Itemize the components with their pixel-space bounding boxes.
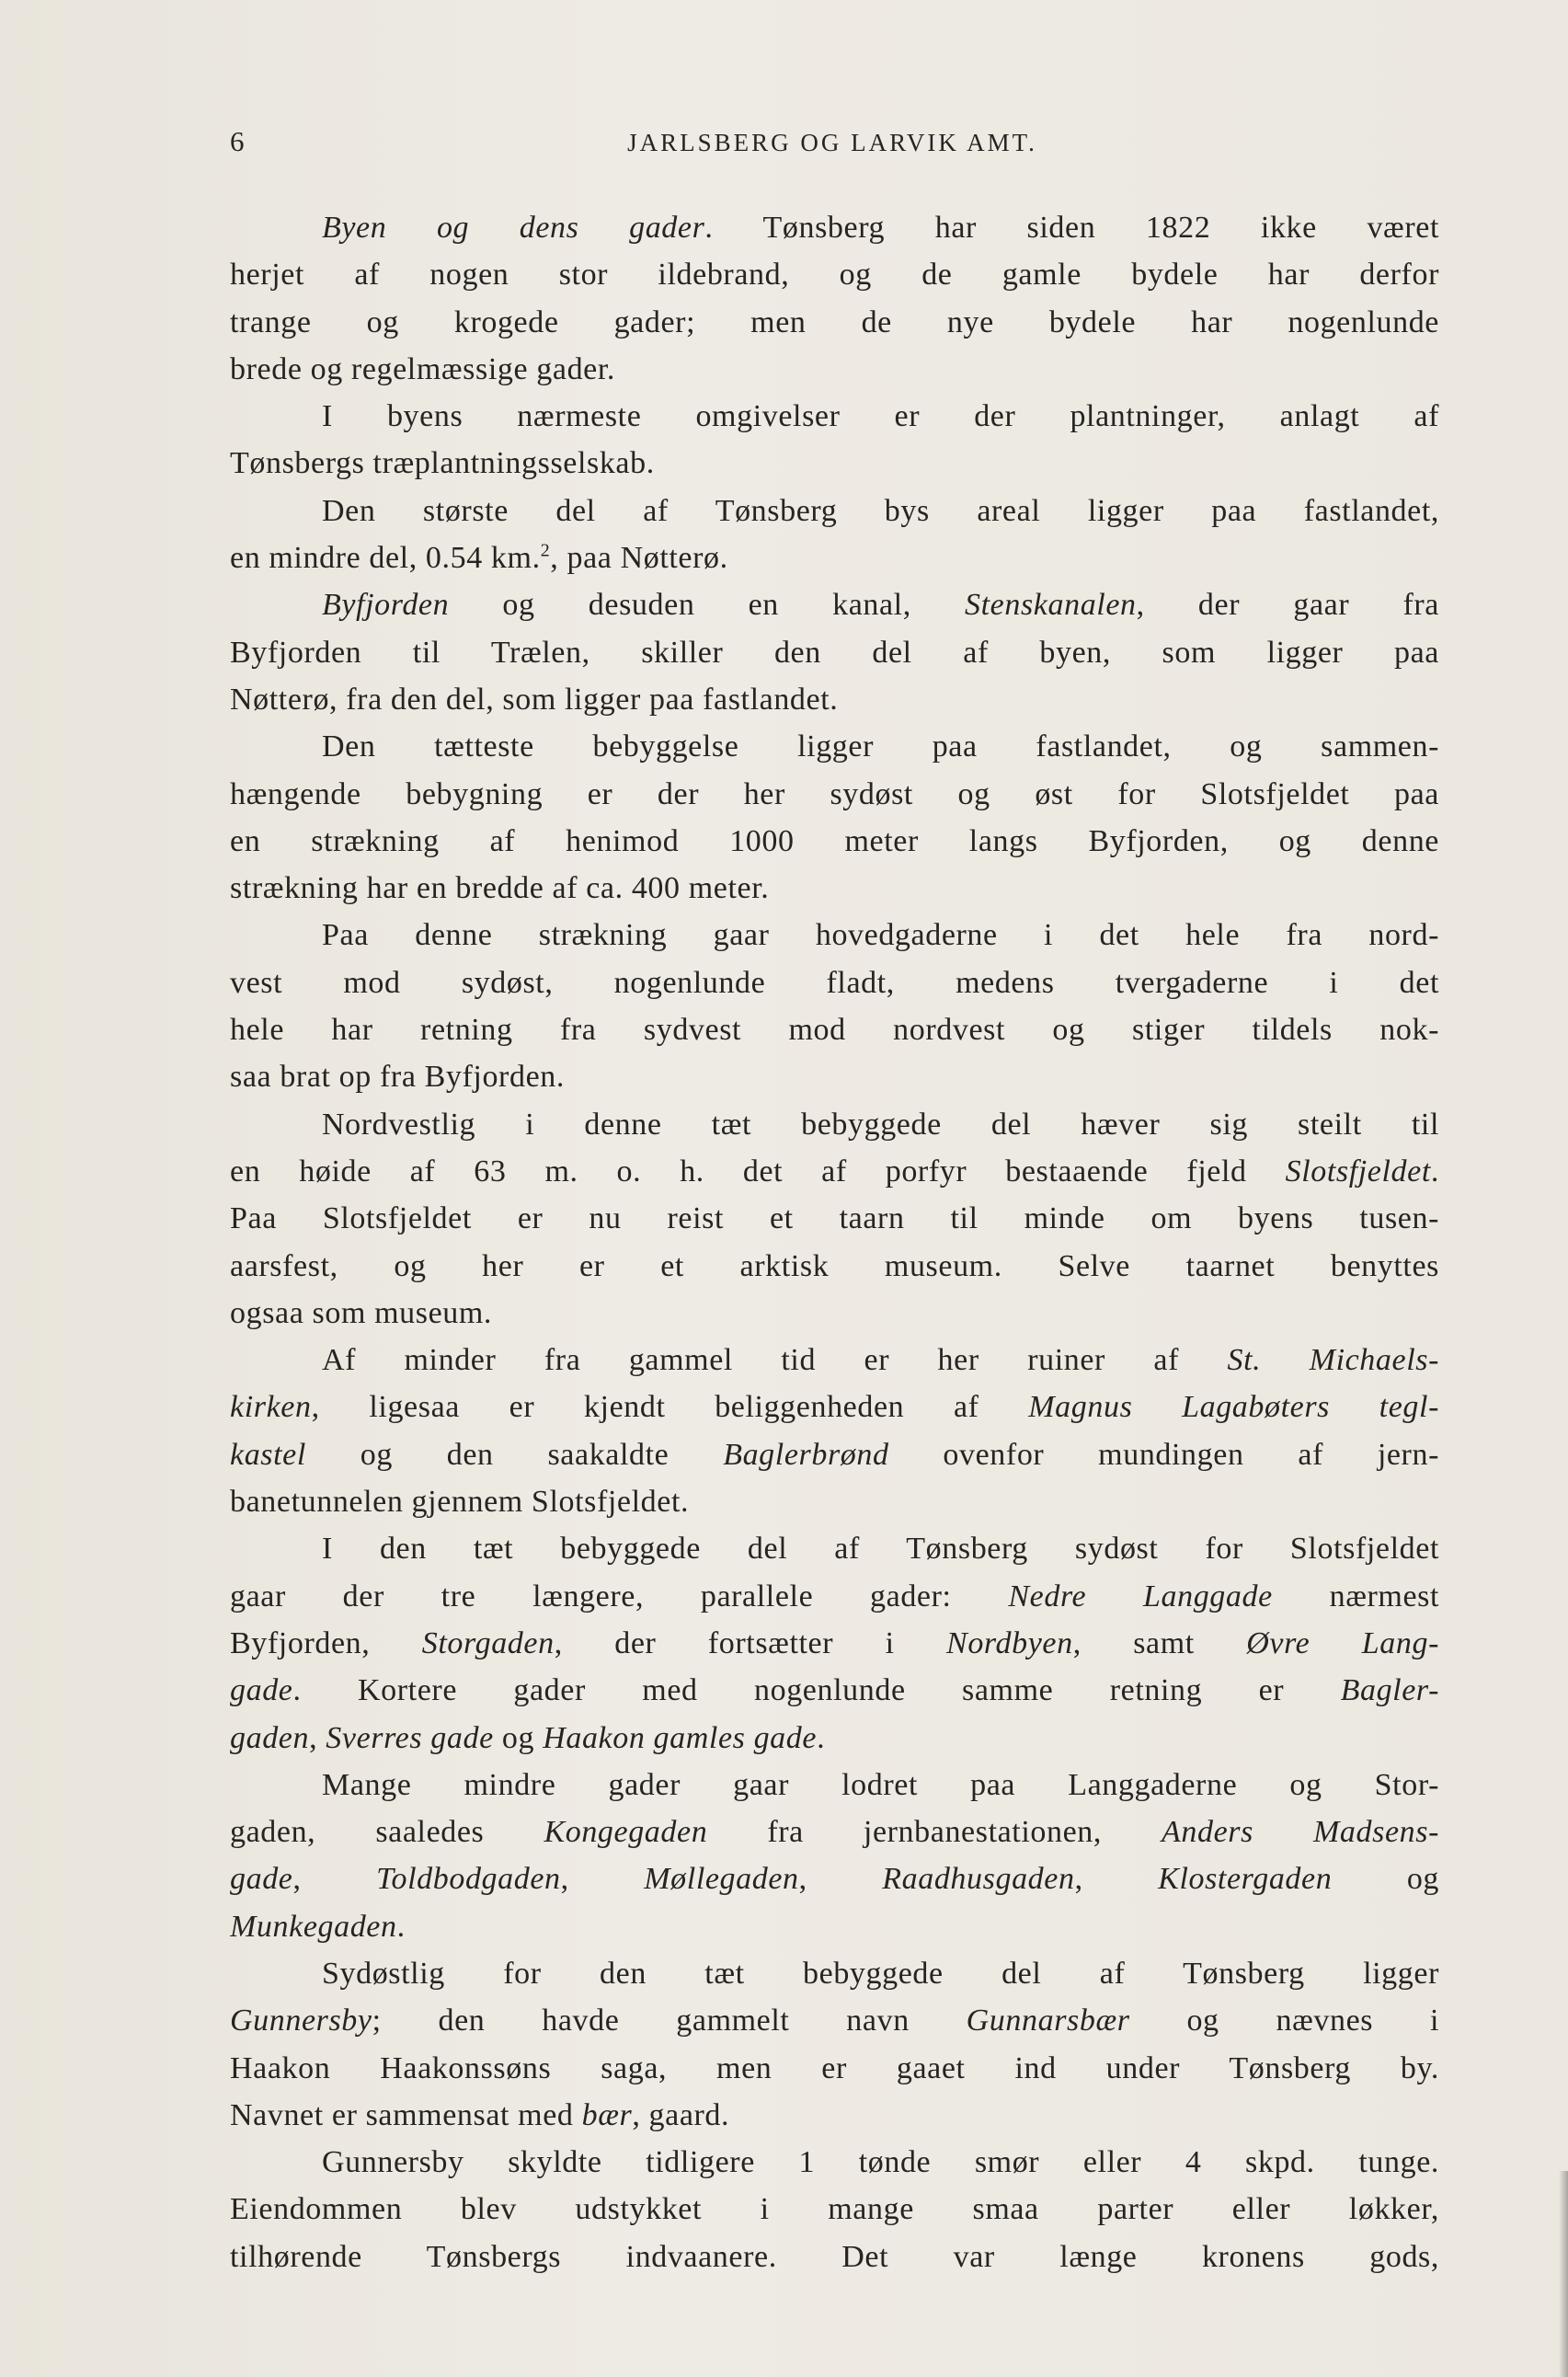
text-line [230,1478,1439,1525]
italic-term: Toldbodgaden [376,1862,561,1897]
text-segment: en høide af 63 m. o. h. det af porfyr bestaaende fjeld [230,1154,1286,1188]
text-line [230,1620,1439,1667]
text-segment: banetunnelen gjennem Slotsfjeldet. [230,1485,690,1520]
text-segment: og [493,1720,544,1755]
text-segment: hele har retning fra sydvest mod nordvest og stiger tildels nok- [230,1013,1439,1048]
text-segment: I den tæt bebyggede del af Tønsberg sydøst for Slotsfjeldet [322,1532,1439,1567]
italic-term: gaden [230,1720,310,1755]
text-segment: vest mod sydøst, nogenlunde fladt, medens tvergaderne i det [230,965,1439,1000]
text-segment: en mindre del, 0.54 km. [230,541,541,576]
italic-term: kirken [230,1390,312,1425]
text-line [230,1715,1439,1762]
text-line [230,581,1439,628]
text-segment: en strækning af henimod 1000 meter langs Byfjorden, og denne [230,823,1439,858]
text-segment: Den tætteste bebyggelse ligger paa fastlandet, og sammen- [322,729,1439,764]
text-segment: , samt [1072,1625,1247,1660]
text-line [230,1809,1439,1855]
text-segment: Den største del af Tønsberg bys areal ligger paa fastlandet, [322,493,1439,528]
text-line [230,1006,1439,1053]
italic-term: Munkegaden [230,1909,397,1944]
text-segment: og den saakaldte [305,1437,724,1472]
text-segment: , der fortsætter i [554,1625,947,1660]
page-edge-shadow [1559,2171,1568,2377]
text-segment: og [1332,1862,1439,1897]
text-segment: brede og regelmæssige gader. [230,351,616,386]
text-segment: ovenfor mundingen af jern- [888,1437,1439,1472]
text-segment: Mange mindre gader gaar lodret paa Langgaderne og Stor- [322,1767,1439,1802]
text-line [230,676,1439,723]
italic-term: Klostergaden [1158,1862,1333,1897]
italic-term: Gunnarsbær [966,2004,1130,2038]
text-segment: hængende bebygning er der her sydøst og øst for Slotsfjeldet paa [230,776,1439,811]
text-segment: Byfjorden, [230,1625,422,1660]
text-line [230,1053,1439,1100]
italic-term: Magnus Lagabøters tegl- [1028,1390,1439,1425]
text-segment: aarsfest, og her er et arktisk museum. Selve taarnet benyttes [230,1248,1439,1283]
text-line [230,865,1439,912]
italic-term: Øvre Lang- [1246,1625,1439,1660]
text-segment: Haakon Haakonssøns saga, men er gaaet ind under Tønsberg by. [230,2050,1439,2085]
text-segment: . Tønsberg har siden 1822 ikke været [704,211,1439,245]
text-segment: . [1430,1154,1439,1188]
text-line [230,251,1439,298]
italic-term: St. Michaels- [1227,1343,1439,1378]
italic-term: kastel [230,1437,306,1472]
running-title: JARLSBERG OG LARVIK AMT. [627,129,1037,156]
italic-term: Byfjorden [322,588,450,623]
text-segment: tilhørende Tønsbergs indvaanere. Det var længe kronens gods, [230,2239,1439,2274]
text-line [230,2186,1439,2233]
italic-term: bær [581,2097,633,2132]
text-line [230,1903,1439,1950]
italic-term: Stenskanalen [965,588,1137,623]
text-line [230,1855,1439,1902]
text-segment: , [798,1862,883,1897]
text-line [230,1431,1439,1478]
text-line [230,1195,1439,1242]
text-line [230,912,1439,959]
text-segment: ; den havde gammelt navn [372,2004,967,2038]
italic-term: Gunnersby [230,2004,372,2038]
text-line [230,1101,1439,1148]
text-segment: gaden, saaledes [230,1815,544,1850]
text-line [230,534,1439,581]
text-line [230,2233,1439,2280]
text-segment: og desuden en kanal, [449,588,966,623]
page-header [230,125,1435,166]
italic-term: Baglerbrønd [723,1437,889,1472]
text-line [230,204,1439,251]
text-segment: Nordvestlig i denne tæt bebyggede del hæver sig steilt til [322,1107,1439,1142]
text-line [230,1762,1439,1809]
text-line [230,488,1439,534]
text-line [230,629,1439,676]
text-line [230,2092,1439,2139]
text-segment: ogsaa som museum. [230,1295,493,1330]
italic-term: Kongegaden [544,1815,708,1850]
italic-term: Nordbyen [946,1625,1073,1660]
text-segment: trange og krogede gader; men de nye bydele har nogenlunde [230,304,1439,339]
italic-term: gade [230,1862,293,1897]
text-segment: Nøtterø, fra den del, som ligger paa fastlandet. [230,682,839,717]
italic-term: Bagler- [1340,1673,1439,1708]
text-segment: Paa Slotsfjeldet er nu reist et taarn til minde om byens tusen- [230,1201,1439,1236]
text-segment: , [560,1862,645,1897]
text-line [230,1290,1439,1337]
italic-term: Sverres gade [326,1720,494,1755]
text-line [230,2139,1439,2186]
text-segment: saa brat op fra Byfjorden. [230,1060,565,1095]
italic-term: Anders Madsens- [1162,1815,1439,1850]
text-line [230,723,1439,770]
text-segment: , [1074,1862,1159,1897]
text-segment: strækning har en bredde af ca. 400 meter. [230,871,770,906]
text-line [230,2045,1439,2092]
text-line [230,1337,1439,1384]
text-segment: Byfjorden til Trælen, skiller den del af byen, som ligger paa [230,635,1439,670]
text-segment: Tønsbergs træplantningsselskab. [230,446,655,481]
text-segment: , [292,1862,377,1897]
italic-term: Haakon gamles gade [543,1720,818,1755]
text-line [230,440,1439,487]
text-line [230,1667,1439,1714]
italic-term: Nedre Langgade [1008,1579,1273,1613]
text-segment: nærmest [1272,1579,1439,1613]
text-line [230,1243,1439,1290]
text-line [230,1573,1439,1620]
text-segment: Paa denne strækning gaar hovedgaderne i det hele fra nord- [322,918,1439,953]
text-line [230,1148,1439,1195]
text-segment: herjet af nogen stor ildebrand, og de gamle bydele har derfor [230,258,1439,293]
text-line [230,346,1439,393]
text-segment: og nævnes i [1129,2004,1439,2038]
text-segment: Gunnersby skyldte tidligere 1 tønde smør eller 4 skpd. tunge. [322,2145,1439,2180]
text-segment: , ligesaa er kjendt beliggenheden af [311,1390,1029,1425]
italic-term: gade [230,1673,293,1708]
text-segment: . Kortere gader med nogenlunde samme retning er [292,1673,1341,1708]
text-line [230,1384,1439,1430]
text-line [230,299,1439,346]
text-segment: Navnet er sammensat med [230,2097,582,2132]
text-segment: Sydøstlig for den tæt bebyggede del af Tønsberg ligger [322,1956,1439,1991]
text-line [230,1950,1439,1997]
text-segment: . [817,1720,826,1755]
italic-term: Storgaden [421,1625,555,1660]
italic-term: Slotsfjeldet [1285,1154,1431,1188]
text-line [230,1997,1439,2044]
text-line [230,959,1439,1006]
text-segment: , [309,1720,326,1755]
text-line [230,771,1439,818]
text-segment: , paa Nøtterø. [550,541,728,576]
italic-term: Møllegaden [644,1862,799,1897]
italic-term: Raadhusgaden [882,1862,1075,1897]
superscript: 2 [540,540,551,561]
text-segment: Af minder fra gammel tid er her ruiner af [322,1343,1228,1378]
text-segment: , der gaar fra [1136,588,1439,623]
body-text [230,204,1439,2280]
text-segment: . [396,1909,406,1944]
text-segment: Eiendommen blev udstykket i mange smaa parter eller løkker, [230,2192,1439,2227]
text-segment: I byens nærmeste omgivelser er der plantninger, anlagt af [322,399,1439,434]
text-segment: fra jernbanestationen, [707,1815,1162,1850]
text-segment: , gaard. [632,2097,730,2132]
italic-term: Byen og dens gader [322,211,705,245]
page-number: 6 [230,125,245,157]
text-line [230,1525,1439,1572]
text-segment: gaar der tre længere, parallele gader: [230,1579,1009,1613]
text-line [230,393,1439,440]
text-line [230,818,1439,865]
